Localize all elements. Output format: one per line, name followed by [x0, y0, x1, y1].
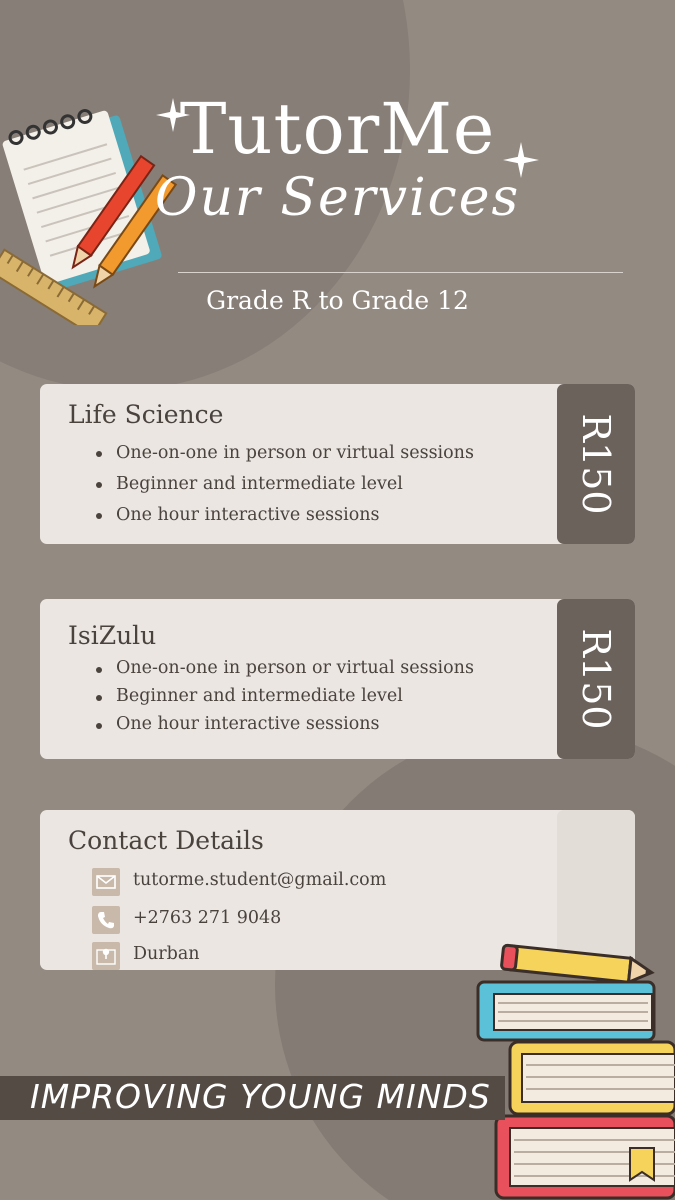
heading-divider — [178, 272, 623, 273]
feature-list — [96, 438, 474, 531]
phone-icon — [92, 906, 120, 934]
grade-range: Grade R to Grade 12 — [206, 286, 469, 315]
list-item: One-on-one in person or virtual sessions — [96, 438, 474, 469]
price-tab — [557, 599, 635, 759]
mail-icon — [92, 868, 120, 896]
contact-title: Contact Details — [68, 826, 264, 855]
list-item: Beginner and intermediate level — [96, 469, 474, 500]
list-item: One hour interactive sessions — [96, 710, 474, 738]
service-title: IsiZulu — [68, 621, 157, 650]
location-text: Durban — [133, 944, 200, 964]
tagline-text: IMPROVING YOUNG MINDS — [30, 1077, 491, 1116]
price-label: R150 — [574, 413, 618, 515]
list-item: Beginner and intermediate level — [96, 682, 474, 710]
service-card-life-science — [40, 384, 635, 544]
books-illustration — [470, 940, 675, 1200]
list-item: One hour interactive sessions — [96, 500, 474, 531]
map-icon — [92, 942, 120, 970]
phone-text: +2763 271 9048 — [133, 908, 282, 928]
brand-title: TutorMe — [179, 88, 496, 170]
services-heading: Our Services — [154, 168, 521, 228]
service-title: Life Science — [68, 400, 224, 429]
price-tab — [557, 384, 635, 544]
service-card-isizulu — [40, 599, 635, 759]
price-label: R150 — [574, 628, 618, 730]
email-text: tutorme.student@gmail.com — [133, 870, 387, 890]
list-item: One-on-one in person or virtual sessions — [96, 654, 474, 682]
feature-list — [96, 654, 474, 738]
tagline-banner — [0, 1076, 505, 1120]
